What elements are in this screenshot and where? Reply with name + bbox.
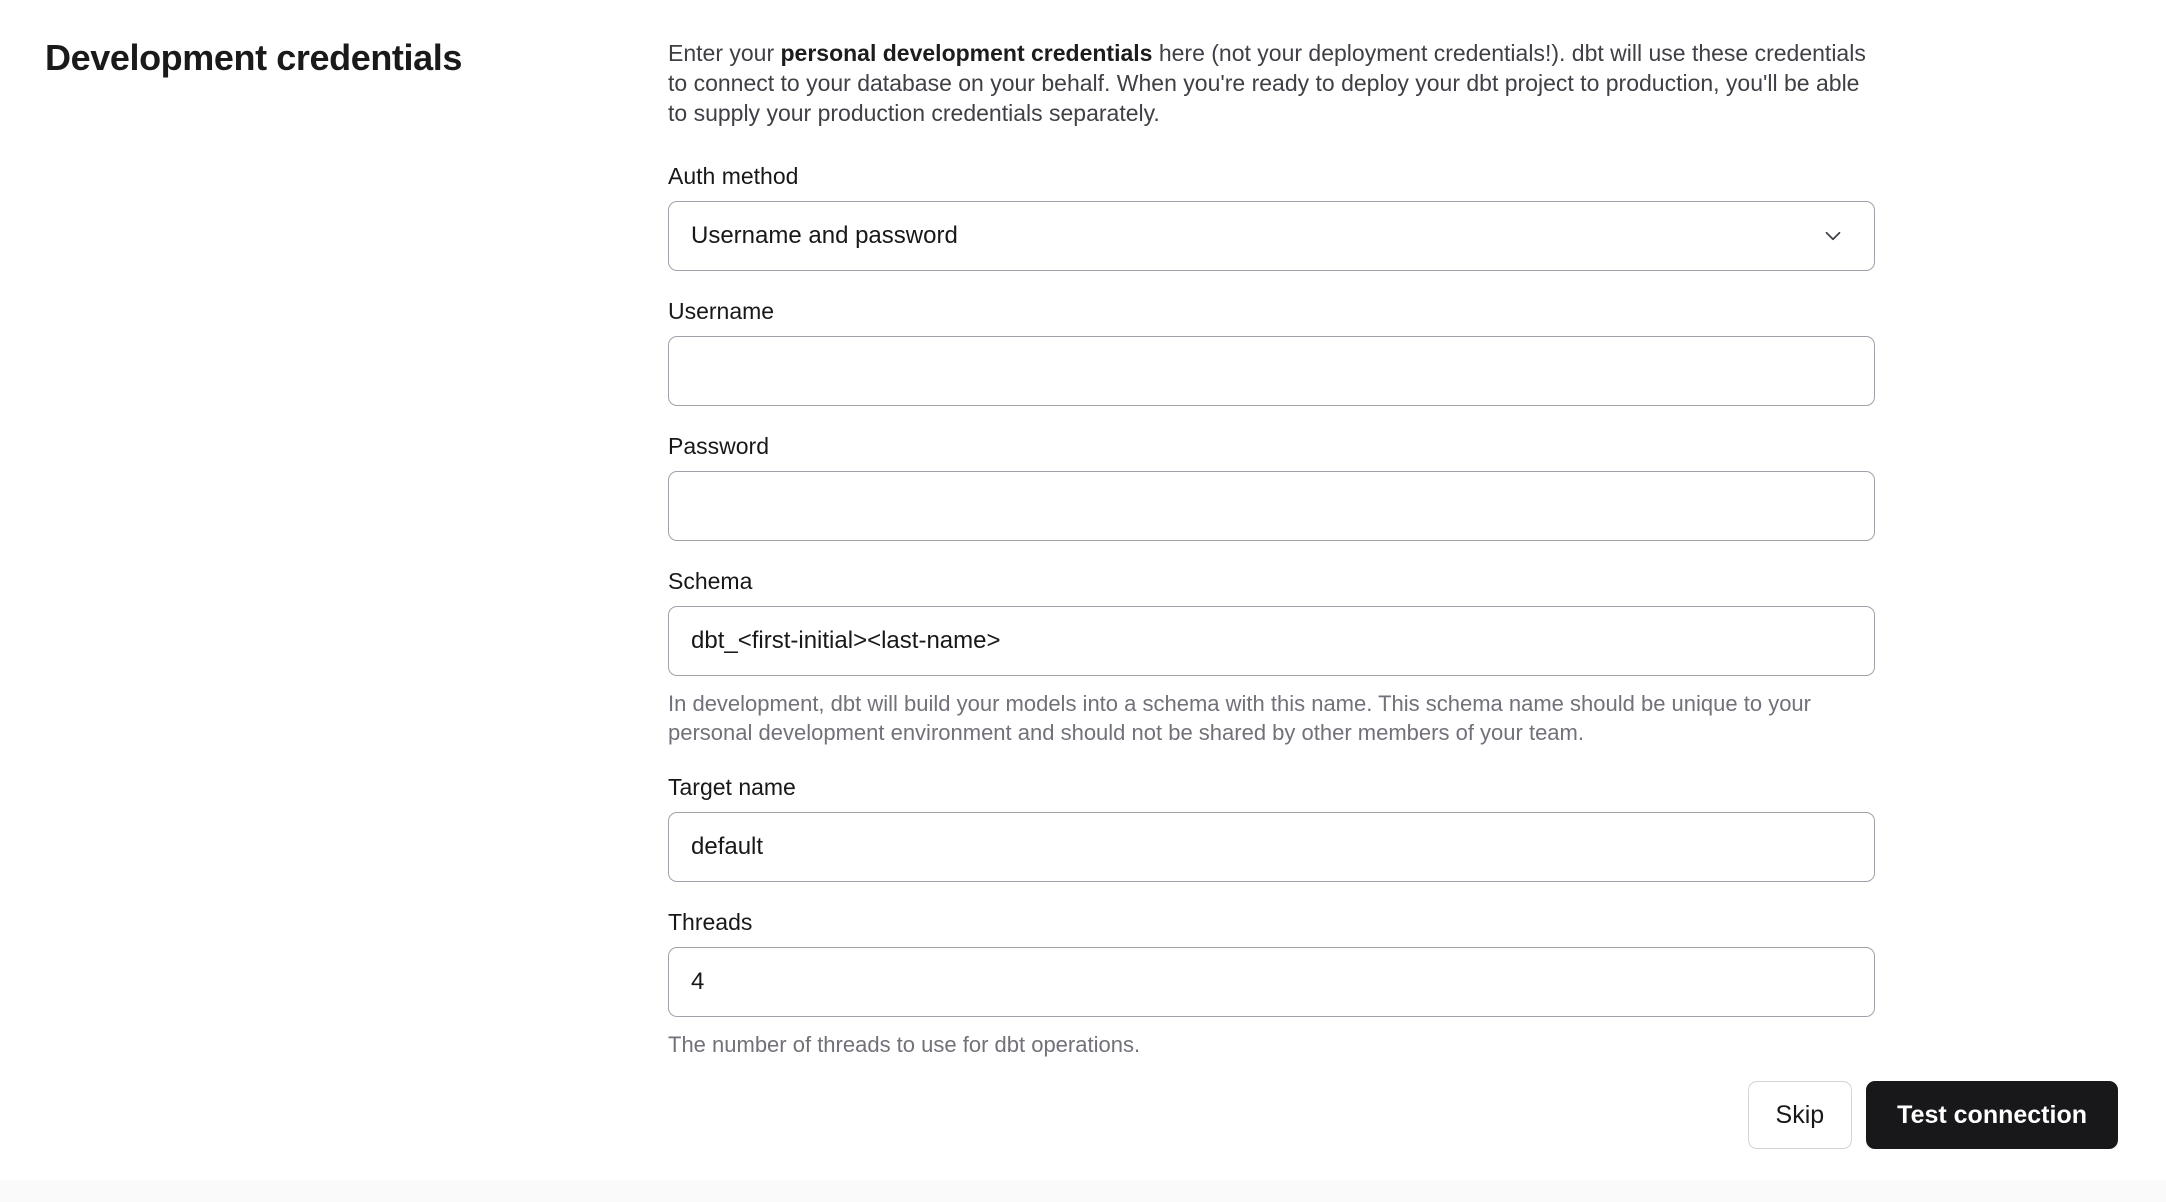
- description-prefix: Enter your: [668, 40, 781, 66]
- username-field-group: [668, 297, 1875, 406]
- page-title: Development credentials: [45, 37, 462, 78]
- target-name-field-group: [668, 773, 1875, 882]
- skip-button[interactable]: Skip: [1748, 1081, 1853, 1149]
- password-label: Password: [668, 433, 769, 459]
- threads-help-text: The number of threads to use for dbt operations.: [668, 1032, 1141, 1057]
- form-column: [668, 36, 1875, 1085]
- left-column: [45, 36, 668, 1085]
- schema-help-text: In development, dbt will build your models into a schema with this name. This schema name should be unique to your personal development environment and should not be shared by other members of your team.: [668, 691, 1811, 745]
- schema-field-group: [668, 567, 1875, 747]
- username-input[interactable]: [668, 336, 1875, 406]
- page-description: [668, 38, 1875, 128]
- description-suffix: here (not your deployment credentials!). dbt will use these credentials to connect to your database on your behalf. When you're ready to deploy your dbt project to production, you'll be able to supply your production credentials separately.: [668, 40, 1866, 126]
- auth-method-label: Auth method: [668, 163, 799, 189]
- auth-method-field-group: [668, 162, 1875, 271]
- description-bold: personal development credentials: [780, 40, 1153, 66]
- auth-method-select[interactable]: [668, 201, 1875, 271]
- target-name-label: Target name: [668, 774, 796, 800]
- threads-input[interactable]: [668, 947, 1875, 1017]
- chevron-down-icon: [1820, 223, 1846, 249]
- schema-input[interactable]: [668, 606, 1875, 676]
- password-field-group: [668, 432, 1875, 541]
- username-label: Username: [668, 298, 775, 324]
- threads-label: Threads: [668, 909, 753, 935]
- target-name-input[interactable]: [668, 812, 1875, 882]
- footer-actions: [1748, 1081, 2118, 1149]
- test-connection-button[interactable]: Test connection: [1866, 1081, 2118, 1149]
- auth-method-selected-value: Username and password: [691, 222, 958, 249]
- schema-label: Schema: [668, 568, 753, 594]
- threads-field-group: [668, 908, 1875, 1059]
- password-input[interactable]: [668, 471, 1875, 541]
- page-bottom-edge: [0, 1180, 2166, 1202]
